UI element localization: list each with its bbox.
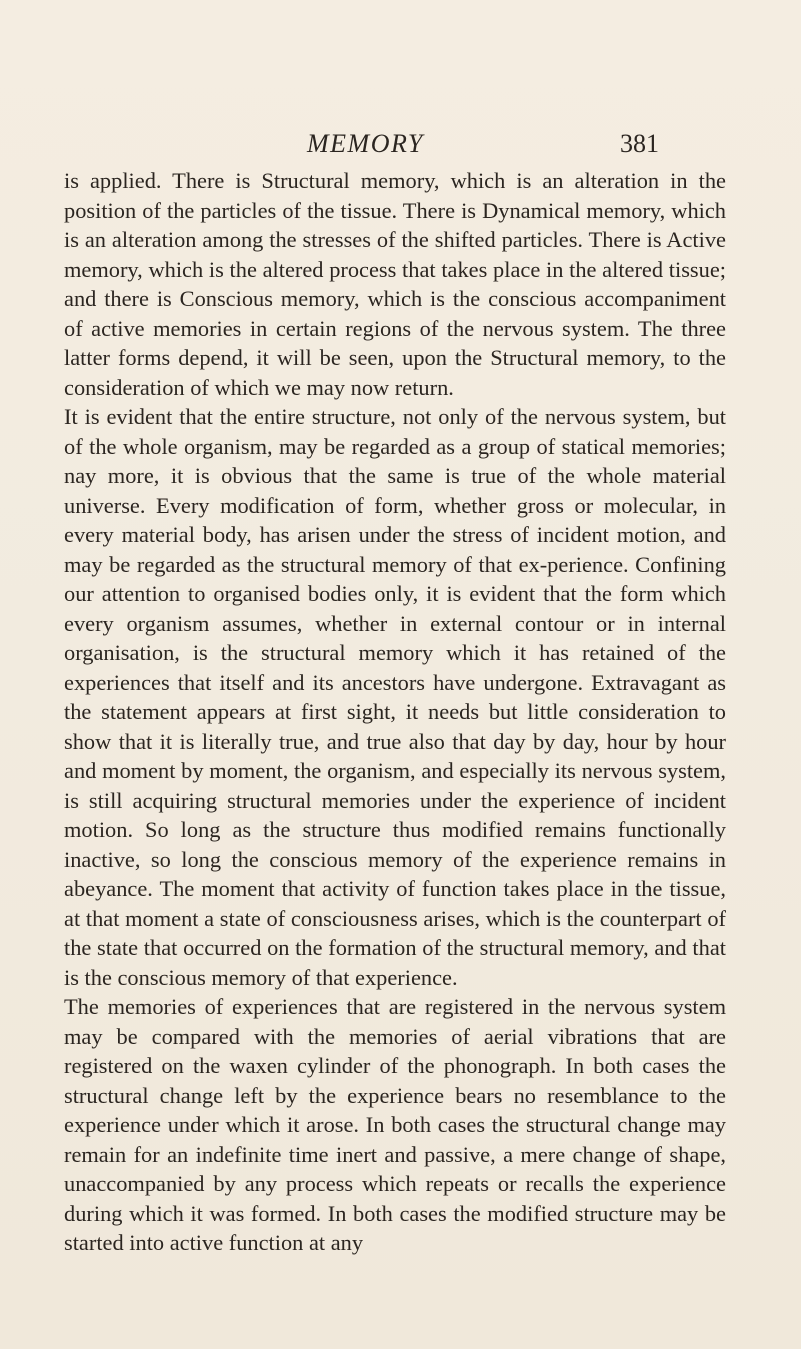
running-title: MEMORY: [307, 129, 424, 158]
body-text: [64, 166, 726, 1258]
paragraph-2: It is evident that the entire structure, not only of the nervous system, but of the whole organism, may be regarded as a group of statical memories; nay more, it is obvious that the same is true of the whole material universe. Every modification of form, whether gross or molecular, in every material body, has arisen under the stress of incident motion, and may be regarded as the structural memory of that ex-perience. Confining our attention to organised bodies only, it is evident that the form which every organism assumes, whether in external contour or in internal organisation, is the structural memory which it has retained of the experiences that itself and its ancestors have undergone. Extravagant as the statement appears at first sight, it needs but little consideration to show that it is literally true, and true also that day by day, hour by hour and moment by moment, the organism, and especially its nervous system, is still acquiring structural memories under the experience of incident motion. So long as the structure thus modified remains functionally inactive, so long the conscious memory of the experience remains in abeyance. The moment that activity of function takes place in the tissue, at that moment a state of consciousness arises, which is the counterpart of the state that occurred on the formation of the structural memory, and that is the conscious memory of that experience.: [64, 404, 726, 990]
paragraph-1: is applied. There is Structural memory, which is an alteration in the position of the particles of the tissue. There is Dynamical memory, which is an alteration among the stresses of the shifted particles. There is Active memory, which is the altered process that takes place in the altered tissue; and there is Conscious memory, which is the conscious accompaniment of active memories in certain regions of the nervous system. The three latter forms depend, it will be seen, upon the Structural memory, to the consideration of which we may now return.: [64, 168, 726, 400]
page-number: 381: [620, 129, 659, 158]
paragraph-3: The memories of experiences that are registered in the nervous system may be compared with the memories of aerial vibrations that are registered on the waxen cylinder of the phonograph. In both cases the structural change left by the experience bears no resemblance to the experience under which it arose. In both cases the structural change may remain for an indefinite time inert and passive, a mere change of shape, unaccompanied by any process which repeats or recalls the experience during which it was formed. In both cases the modified structure may be started into active function at any: [64, 994, 726, 1255]
running-header: [0, 126, 801, 162]
